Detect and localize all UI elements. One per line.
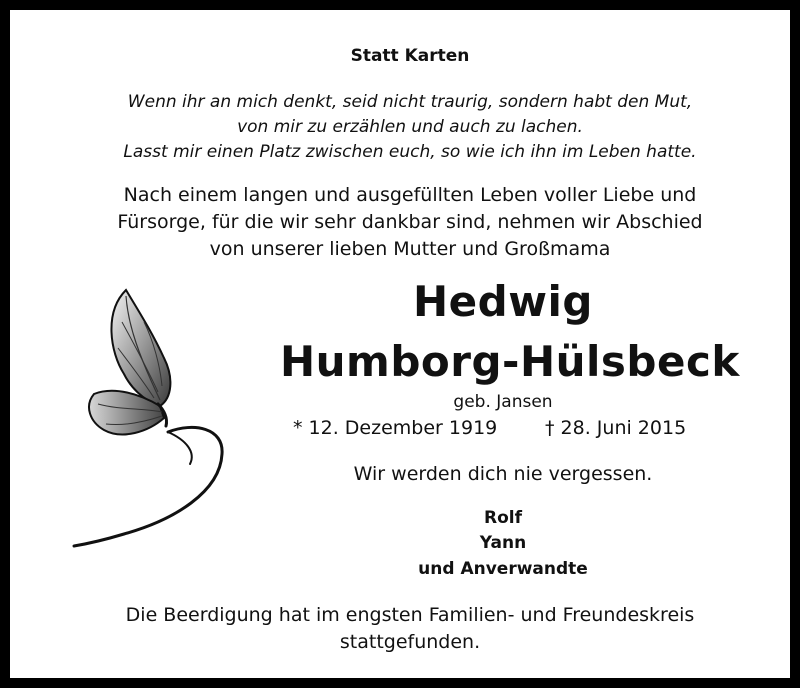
funeral-line: Die Beerdigung hat im engsten Familien- und Freundeskreis <box>125 604 695 626</box>
header-title: Statt Karten <box>350 46 470 66</box>
signature-name: und Anverwandte <box>418 559 588 579</box>
intro-line: von unserer lieben Mutter und Großmama <box>209 238 611 260</box>
funeral-note <box>10 602 800 656</box>
signature-name: Rolf <box>484 508 522 528</box>
deceased-last-name: Humborg-Hülsbeck <box>280 337 740 386</box>
deceased-first-name: Hedwig <box>413 277 593 326</box>
maiden-name: geb. Jansen <box>453 392 553 412</box>
birth-date: * 12. Dezember 1919 <box>293 417 498 439</box>
signature-name: Yann <box>479 533 527 553</box>
poem-line: Lasst mir einen Platz zwischen euch, so wie ich ihn im Leben hatte. <box>123 142 697 162</box>
intro-line: Fürsorge, für die wir sehr dankbar sind, nehmen wir Abschied <box>117 211 703 233</box>
intro-text <box>10 182 800 263</box>
poem-line: Wenn ihr an mich denkt, seid nicht traurig, sondern habt den Mut, <box>127 92 693 112</box>
funeral-line: stattgefunden. <box>339 631 481 653</box>
intro-line: Nach einem langen und ausgefüllten Leben voller Liebe und <box>123 184 697 206</box>
death-date: † 28. Juni 2015 <box>545 417 687 439</box>
poem-line: von mir zu erzählen und auch zu lachen. <box>237 117 583 137</box>
poem <box>10 90 800 165</box>
butterfly-icon <box>64 282 236 554</box>
farewell-message: Wir werden dich nie vergessen. <box>353 463 653 485</box>
